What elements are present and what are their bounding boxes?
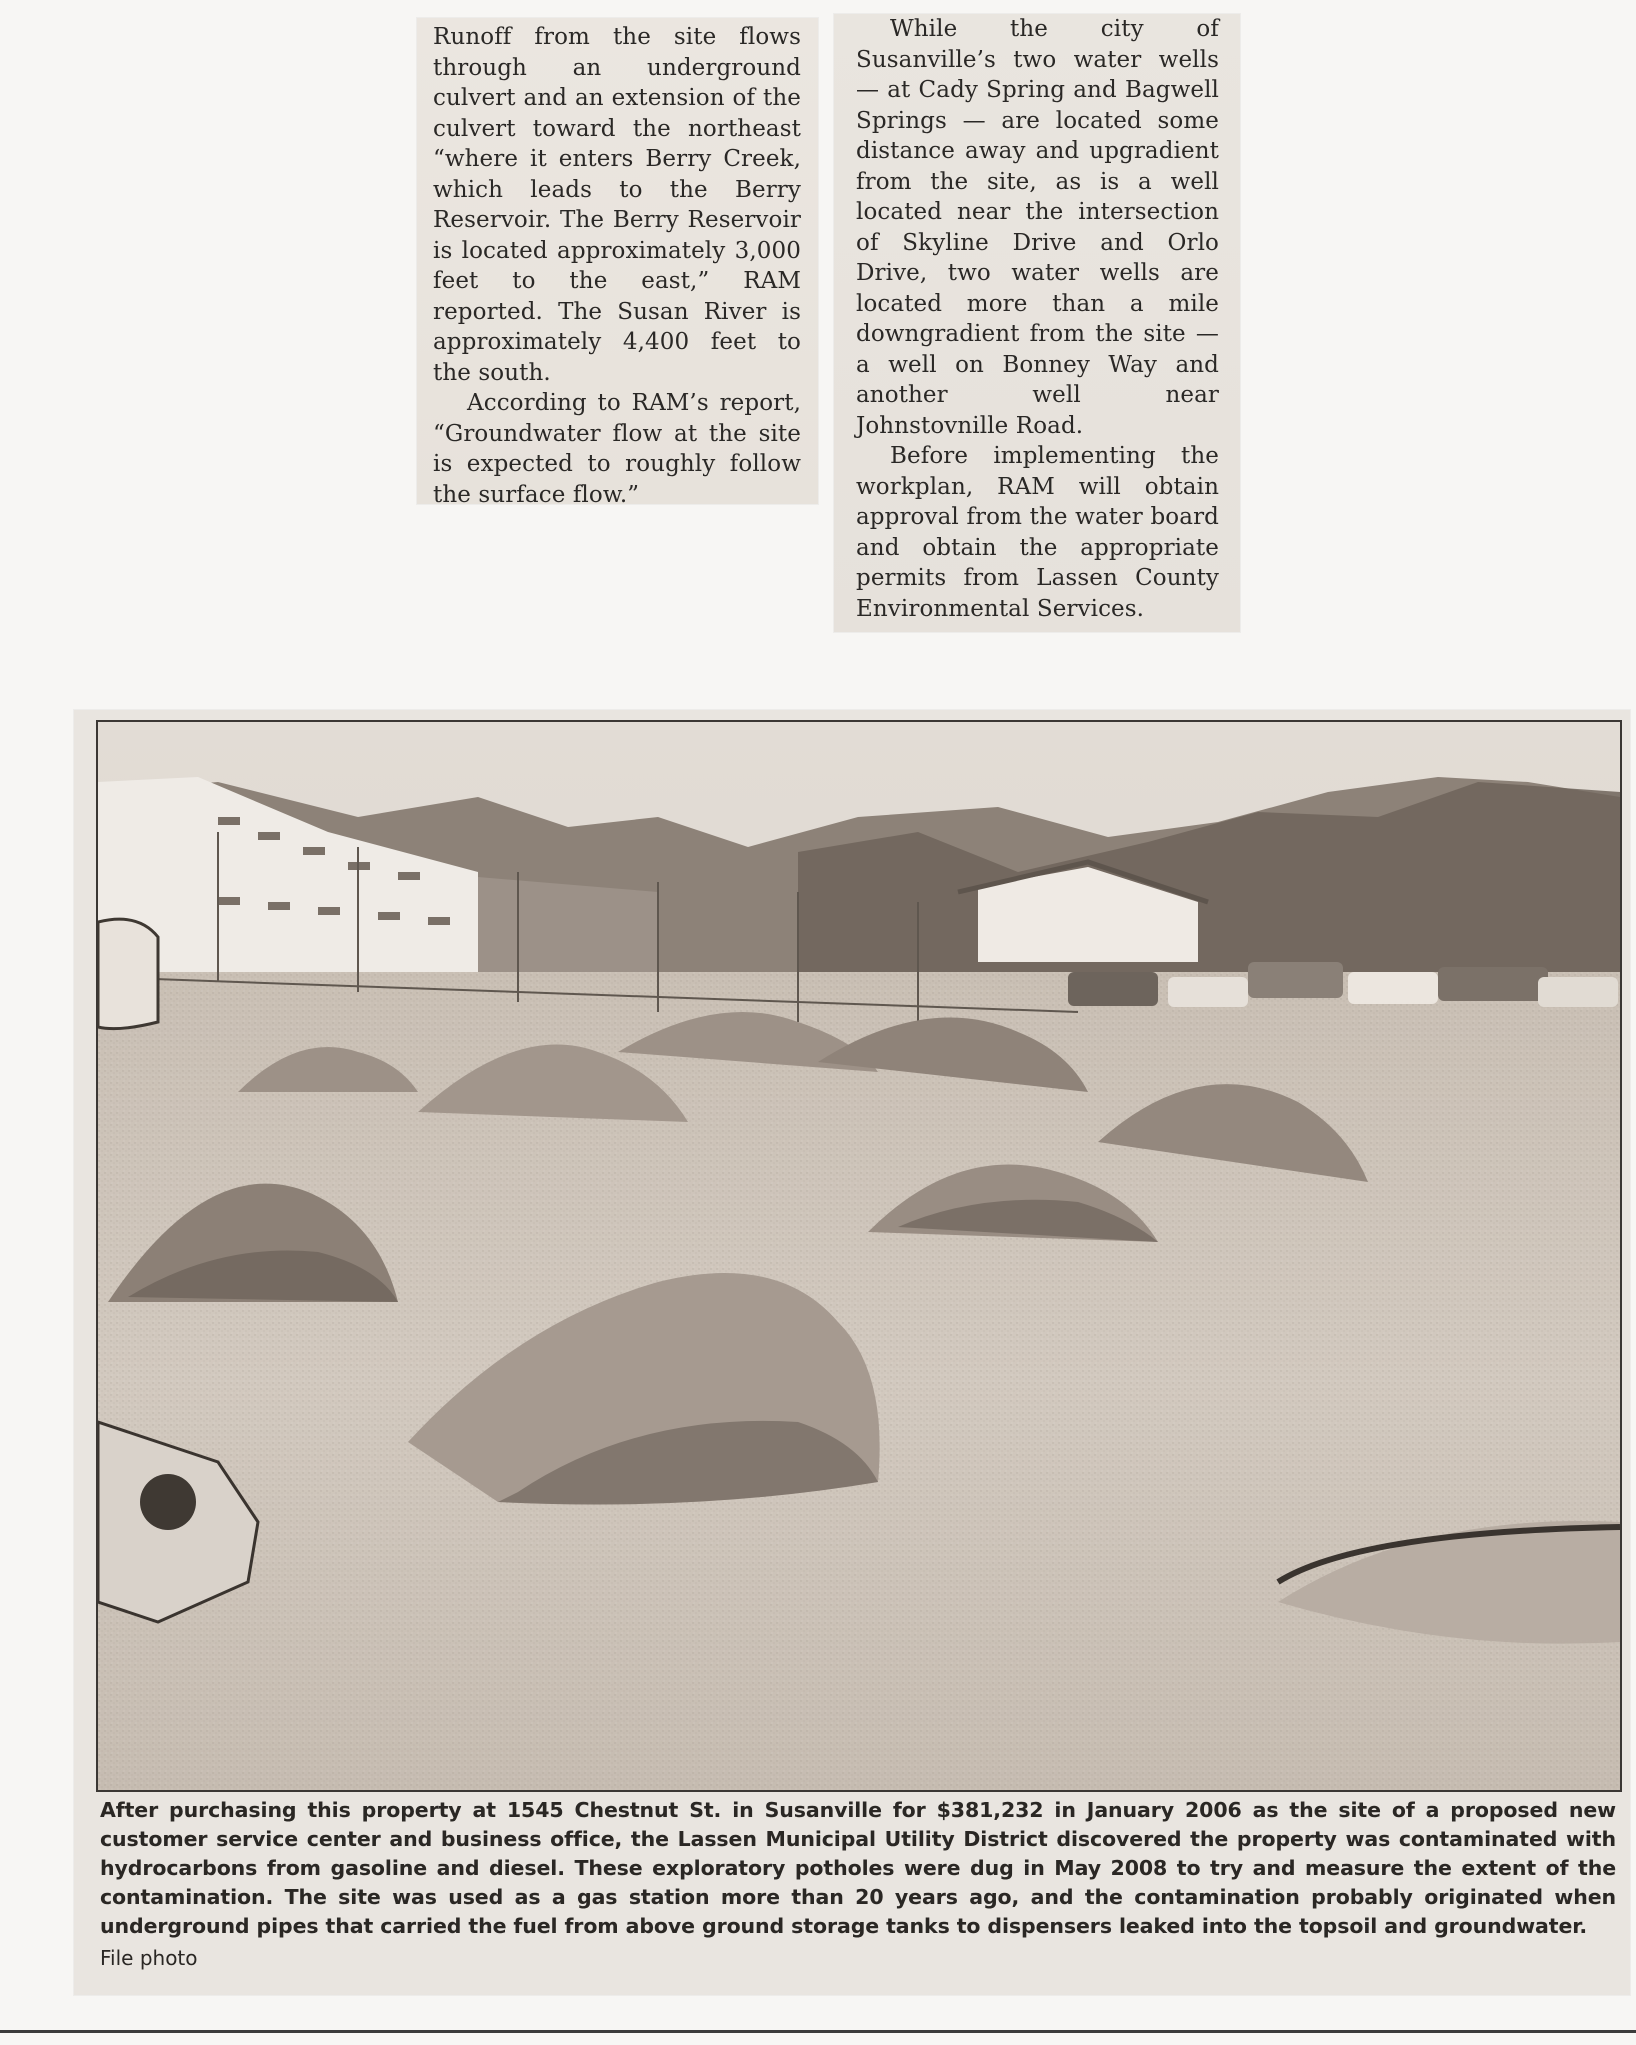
page-bottom-rule: [0, 2030, 1636, 2033]
photo-clipping: [74, 710, 1630, 1995]
hose-reel: [140, 1474, 196, 1530]
article-column-right: [856, 14, 1219, 624]
article-clipping-left: [417, 18, 818, 508]
truck-edge: [98, 919, 158, 1029]
article-paragraph: According to RAM’s report, “Groundwater flow at the site is expected to roughly follow the surface flow.”: [433, 390, 801, 508]
article-paragraph: Runoff from the site flows through an underground culvert and an extension of the culvert toward the northeast “where it enters Berry Creek, which leads to the Berry Reservoir. The Berry Reservoir is located approximately 3,000 feet to the east,” RAM reported. The Susan River is approximately 4,400 feet to the south.: [433, 24, 801, 386]
article-paragraph: Before implementing the workplan, RAM will obtain approval from the water board and obtain the appropriate permits from Lassen County Environmental Services.: [856, 443, 1219, 622]
article-paragraph: While the city of Susanville’s two water wells — at Cady Spring and Bagwell Springs — are located some distance away and upgradient from the site, as is a well located near the intersection of Skyline Drive and Orlo Drive, two water wells are located more than a mile downgradient from the site — a well on Bonney Way and another well near Johnstovnille Road.: [856, 16, 1219, 439]
building-mid: [478, 877, 658, 977]
photo-caption: After purchasing this property at 1545 Chestnut St. in Susanville for $381,232 in January 2006 as the site of a proposed new customer service center and business office, the Lassen Municipal Utility District discovered the property was contaminated with hydrocarbons from gasoline and diesel. These exploratory potholes were dug in May 2008 to try and measure the extent of the contamination. The site was used as a gas station more than 20 years ago, and the contamination probably originated when underground pipes that carried the fuel from above ground storage tanks to dispensers leaked into the topsoil and groundwater.: [100, 1798, 1616, 1938]
site-photo: [96, 720, 1622, 1792]
photo-credit: File photo: [100, 1946, 198, 1970]
article-clipping-right: [834, 14, 1240, 632]
article-column-left: [433, 22, 801, 510]
